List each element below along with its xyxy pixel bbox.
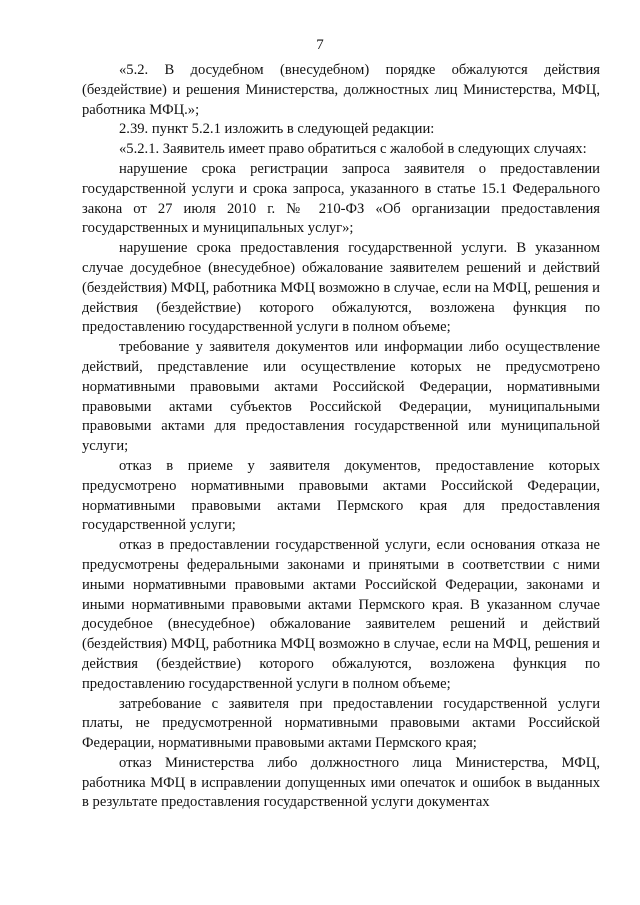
paragraph-service-refusal: отказ в предоставлении государственной услуги, если основания отказа не предусмотрены федеральными законами и принятыми в соответствии с ними иными нормативными правовыми актами Российской Федерации, законами и иными нормативными правовыми актами Пермского края. В указанном случае досудебное (внесудебное) обжалование заявителем решений и действий (бездействия) МФЦ, работника МФЦ возможно в случае, если на МФЦ, решения и действия (бездействие) которого обжалуются, возложена функция по предоставлению государственной услуги в полном объеме; xyxy=(82,537,600,692)
paragraph-reception-refusal: отказ в приеме у заявителя документов, предоставление которых предусмотрено нормативными правовыми актами Российской Федерации, нормативными правовыми актами Пермского края для предоставления государственной услуги; xyxy=(82,457,600,534)
paragraph-fee-demand: затребование с заявителя при предоставлении государственной услуги платы, не предусмотренной нормативными правовыми актами Российской Федерации, нормативными правовыми актами Пермского края; xyxy=(82,695,600,752)
paragraph-5-2: «5.2. В досудебном (внесудебном) порядке обжалуются действия (бездействие) и решения Министерства, должностных лиц Министерства, МФЦ, работника МФЦ.»; xyxy=(82,62,600,118)
document-body xyxy=(82,61,600,813)
page-number: 7 xyxy=(316,37,324,53)
paragraph-5-2-1: «5.2.1. Заявитель имеет право обратиться с жалобой в следующих случаях: xyxy=(119,141,587,158)
paragraph-2-39: 2.39. пункт 5.2.1 изложить в следующей редакции: xyxy=(119,121,435,138)
paragraph-registration-violation: нарушение срока регистрации запроса заявителя о предоставлении государственной услуги и срока запроса, указанного в статье 15.1 Федерального закона от 27 июля 2010 г. № 210-ФЗ «Об организации предоставления государственных и муниципальных услуг»; xyxy=(82,160,600,237)
paragraph-correction-refusal: отказ Министерства либо должностного лица Министерства, МФЦ, работника МФЦ в исправлении допущенных ими опечаток и ошибок в выданных в результате предоставления государственной услуги документах xyxy=(82,754,600,811)
paragraph-documents-requirement: требование у заявителя документов или информации либо осуществление действий, представление или осуществление которых не предусмотрено нормативными правовыми актами Российской Федерации, нормативными правовыми актами субъектов Российской Федерации, муниципальными правовыми актами для предоставления государственной или муниципальной услуги; xyxy=(82,339,600,455)
paragraph-term-violation: нарушение срока предоставления государственной услуги. В указанном случае досудебное (внесудебное) обжалование заявителем решений и действий (бездействия) МФЦ, работника МФЦ возможно в случае, если на МФЦ, решения и действия (бездействие) которого обжалуются, возложена функция по предоставлению государственной услуги в полном объеме; xyxy=(82,240,600,336)
